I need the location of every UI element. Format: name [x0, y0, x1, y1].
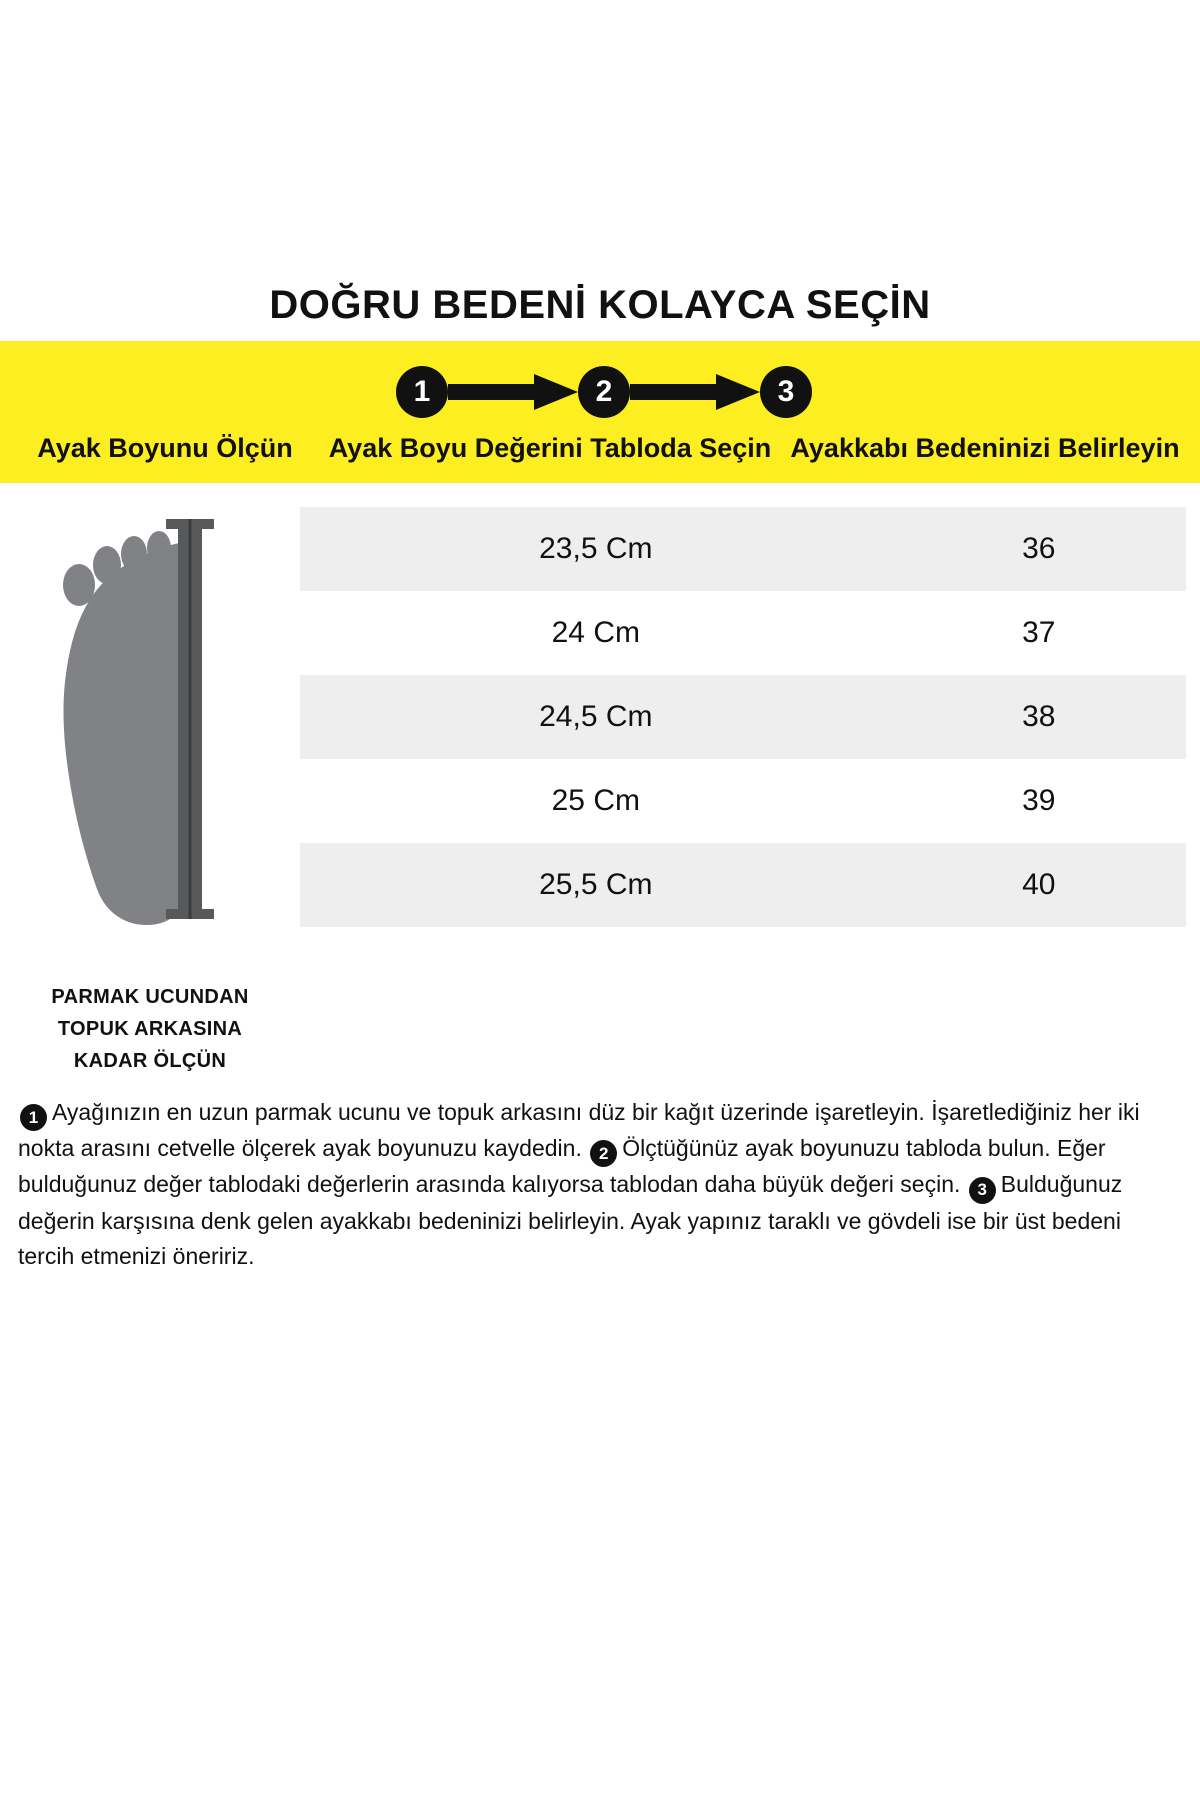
note-2-badge: 2 [590, 1140, 617, 1167]
size-table-column [300, 507, 1200, 1077]
cell-shoe-size: 36 [892, 507, 1186, 591]
steps-band [0, 341, 1200, 483]
size-guide-infographic [0, 265, 1200, 1535]
arrow-right-icon-2 [630, 372, 760, 412]
step-2-badge: 2 [578, 366, 630, 418]
foot-caption [51, 981, 248, 1077]
cell-shoe-size: 40 [892, 843, 1186, 927]
note-1-badge: 1 [20, 1104, 47, 1131]
page-title: DOĞRU BEDENİ KOLAYCA SEÇİN [269, 283, 931, 327]
table-row [300, 675, 1186, 759]
cell-shoe-size: 37 [892, 591, 1186, 675]
steps-icon-row [0, 363, 1200, 421]
foot-caption-line-1: PARMAK UCUNDAN [51, 985, 249, 1008]
cell-foot-length: 24 Cm [300, 591, 892, 675]
size-table [300, 507, 1186, 927]
table-row [300, 507, 1186, 591]
table-row [300, 843, 1186, 927]
cell-foot-length: 25,5 Cm [300, 843, 892, 927]
table-row [300, 759, 1186, 843]
cell-shoe-size: 38 [892, 675, 1186, 759]
step-3-badge: 3 [760, 366, 812, 418]
step-1-label: Ayak Boyunu Ölçün [37, 433, 293, 463]
cell-foot-length: 23,5 Cm [300, 507, 892, 591]
foot-caption-line-3: KADAR ÖLÇÜN [73, 1049, 227, 1072]
note-3-text: Bulduğunuz değerin karşısına denk gelen ayakkabı bedeninizi belirleyin. Ayak yapınız taraklı ve gövdeli ise bir üst bedeni tercih etmenizi öneririz. [18, 1171, 1123, 1269]
arrow-right-icon-1 [448, 372, 578, 412]
cell-shoe-size: 39 [892, 759, 1186, 843]
note-2-text: Ölçtüğünüz ayak boyunuzu tabloda bulun. Eğer bulduğunuz değer tablodaki değerlerin arasında kalıyorsa tablodan daha büyük değeri seçin. [18, 1135, 1106, 1198]
foot-caption-line-2: TOPUK ARKASINA [57, 1017, 243, 1040]
steps-label-row [0, 431, 1200, 467]
main-content [0, 483, 1200, 1077]
note-3-badge: 3 [969, 1177, 996, 1204]
title-bar [0, 265, 1200, 341]
cell-foot-length: 24,5 Cm [300, 675, 892, 759]
step-3-label: Ayakkabı Bedeninizi Belirleyin [790, 433, 1180, 463]
foot-icon [35, 507, 265, 967]
instructions-paragraph [0, 1077, 1200, 1274]
step-1-badge: 1 [396, 366, 448, 418]
table-row [300, 591, 1186, 675]
step-2-label: Ayak Boyu Değerini Tabloda Seçin [328, 433, 772, 463]
note-1-text: Ayağınızın en uzun parmak ucunu ve topuk arkasını düz bir kağıt üzerinde işaretleyin. İşaretlediğiniz her iki nokta arasını cetvelle ölçerek ayak boyunuzu kaydedin. [18, 1098, 1140, 1162]
cell-foot-length: 25 Cm [300, 759, 892, 843]
foot-diagram-column [0, 507, 300, 1077]
